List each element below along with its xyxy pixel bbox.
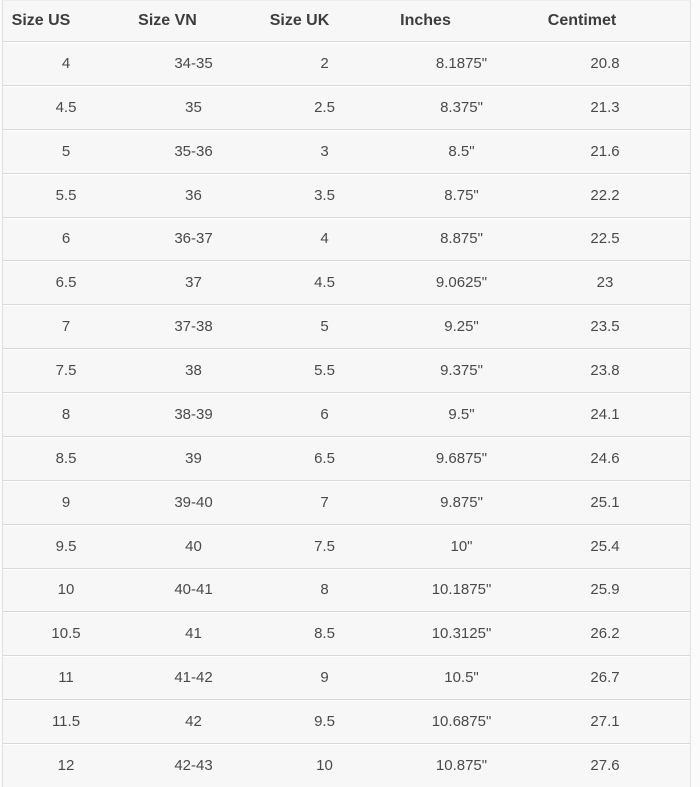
table-cell: 5 [320,318,329,336]
table-row [3,611,690,655]
table-cell: 9.375" [440,362,483,380]
table-cell: 8.875" [440,230,483,248]
table-cell: 20.8 [590,54,620,72]
table-cell: 39 [185,449,202,467]
table-cell: 6.5 [55,274,77,292]
table-cell: 10.3125" [431,625,492,643]
column-header-size-uk [258,1,391,41]
table-cell: 10.1875" [431,581,492,599]
column-header-label: Size VN [138,12,197,29]
table-cell: 2.5 [314,98,335,116]
table-cell: 8.5 [314,625,335,643]
column-header-size-vn [129,1,258,41]
table-cell: 40-41 [174,581,213,599]
table-cell: 6.5 [314,449,335,467]
table-cell: 26.2 [590,625,620,643]
table-cell: 37-38 [174,318,213,336]
table-cell: 8.375" [440,98,483,116]
table-cell: 9.5 [314,713,335,731]
table-cell: 11 [58,669,74,687]
table-cell: 21.6 [590,142,620,160]
table-cell: 7.5 [55,362,77,380]
table-cell: 41-42 [174,669,213,687]
table-cell: 23.8 [590,362,620,380]
table-cell: 23.5 [590,318,620,336]
table-cell: 21.3 [590,98,620,116]
table-cell: 9 [61,493,71,511]
table-cell: 10.5" [444,669,479,687]
table-cell: 27.6 [590,756,620,774]
table-cell: 8.1875" [435,54,488,72]
table-cell: 8 [61,405,71,423]
table-cell: 40 [185,537,202,555]
table-row [3,41,690,85]
table-cell: 10 [57,581,75,599]
table-row [3,348,690,392]
shoe-size-table [2,0,691,787]
table-cell: 10" [450,537,473,555]
table-cell: 9 [320,669,329,687]
table-cell: 24.1 [590,405,620,423]
table-cell: 12 [57,756,75,774]
column-header-label: Inches [400,12,451,29]
table-row [3,392,690,436]
table-cell: 41 [185,625,202,643]
table-cell: 25.9 [590,581,620,599]
table-cell: 22.2 [590,186,620,204]
table-cell: 8 [320,581,329,599]
table-cell: 9.0625" [435,274,488,292]
table-cell: 9.875" [440,493,483,511]
table-cell: 38-39 [174,405,213,423]
table-cell: 5.5 [55,186,77,204]
table-row [3,217,690,261]
table-row [3,743,690,787]
table-cell: 9.6875" [435,449,488,467]
table-cell: 10.875" [435,756,488,774]
column-header-label: Size US [11,12,71,29]
table-cell: 7.5 [314,537,335,555]
table-header-row [3,1,690,41]
table-cell: 10.6875" [431,713,492,731]
table-cell: 4.5 [55,98,77,116]
table-cell: 25.4 [590,537,620,555]
table-body [3,41,690,787]
table-cell: 4 [61,54,71,72]
table-cell: 5 [61,142,71,160]
table-row [3,568,690,612]
table-cell: 23 [596,274,614,292]
table-cell: 3 [320,142,329,160]
table-cell: 27.1 [590,713,620,731]
table-cell: 4 [320,230,329,248]
table-cell: 38 [185,362,202,380]
table-cell: 5.5 [314,362,335,380]
table-cell: 9.5 [55,537,77,555]
table-cell: 9.25" [444,318,479,336]
table-cell: 24.6 [590,449,620,467]
table-cell: 8.5 [55,449,77,467]
table-row [3,699,690,743]
table-row [3,173,690,217]
table-row [3,129,690,173]
table-cell: 4.5 [314,274,335,292]
column-header-inches [391,1,532,41]
table-cell: 26.7 [590,669,620,687]
table-cell: 9.5" [448,405,475,423]
table-row [3,304,690,348]
table-row [3,480,690,524]
table-cell: 42-43 [174,756,213,774]
table-row [3,524,690,568]
column-header-size-us [3,1,129,41]
table-row [3,655,690,699]
table-cell: 7 [61,318,71,336]
table-cell: 11.5 [51,713,81,731]
table-cell: 37 [185,274,202,292]
table-cell: 36 [185,186,202,204]
table-cell: 6 [320,405,329,423]
table-cell: 10.5 [51,625,81,643]
table-cell: 22.5 [590,230,620,248]
column-header-label: Centimet [547,12,617,29]
table-cell: 42 [185,713,202,731]
table-row [3,260,690,304]
table-row [3,85,690,129]
table-cell: 8.5" [448,142,475,160]
table-cell: 36-37 [174,230,213,248]
table-cell: 10 [316,756,333,774]
column-header-centimet [532,1,690,41]
table-cell: 7 [320,493,329,511]
table-cell: 8.75" [444,186,479,204]
table-cell: 34-35 [174,54,213,72]
table-cell: 35-36 [174,142,213,160]
table-row [3,436,690,480]
table-cell: 3.5 [314,186,335,204]
table-cell: 6 [61,230,71,248]
table-cell: 2 [320,54,329,72]
table-cell: 25.1 [590,493,620,511]
table-cell: 39-40 [174,493,213,511]
table-cell: 35 [185,98,202,116]
column-header-label: Size UK [269,12,330,29]
